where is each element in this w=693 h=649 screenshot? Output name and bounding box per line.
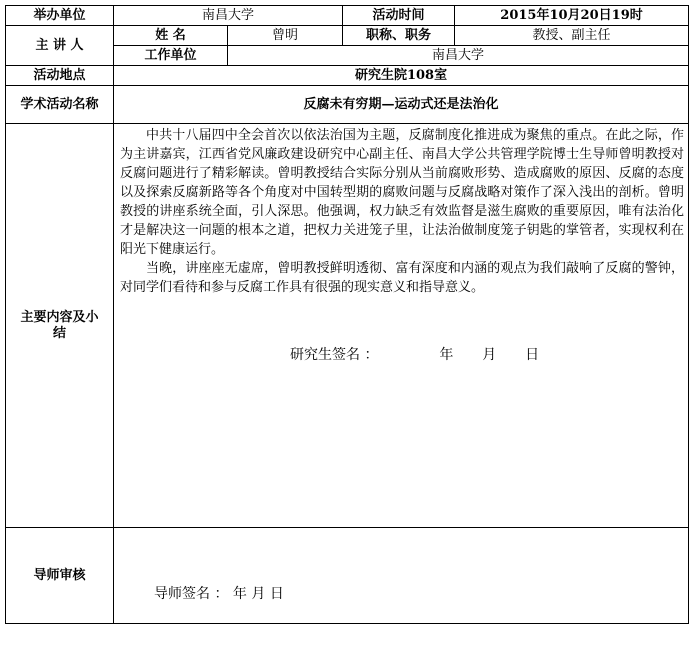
title-value: 教授、副主任: [455, 26, 689, 46]
name-label: 姓 名: [114, 26, 228, 46]
work-label: 工作单位: [114, 46, 228, 66]
advisor-label: 导师审核: [6, 528, 114, 624]
summary-content: [114, 124, 689, 528]
advisor-date-year: 年: [232, 586, 247, 602]
date-day: 日: [525, 347, 540, 363]
student-sign-label: 研究生签名 ：: [290, 347, 379, 363]
activity-name-label: 学术活动名称: [6, 86, 114, 124]
date-month: 月: [482, 347, 497, 363]
advisor-date-day: 日: [269, 586, 284, 602]
time-value: 2015年10月20日19时: [455, 6, 689, 26]
location-label: 活动地点: [6, 66, 114, 86]
activity-record-form: [5, 5, 689, 624]
date-year: 年: [439, 347, 454, 363]
title-label: 职称、职务: [343, 26, 455, 46]
advisor-date-month: 月: [251, 586, 266, 602]
advisor-sign-label: 导师签名 ：: [154, 586, 229, 602]
activity-name-value: 反腐未有穷期—运动式还是法治化: [114, 86, 689, 124]
summary-paragraph-2: 当晚，讲座座无虚席，曾明教授鲜明透彻、富有深度和内涵的观点为我们敲响了反腐的警钟，对同学们看待和参与反腐工作具有很强的现实意义和指导意义。: [120, 261, 685, 295]
name-value: 曾明: [228, 26, 343, 46]
summary-label: 主要内容及小结: [6, 124, 114, 528]
organizer-value: 南昌大学: [114, 6, 343, 26]
time-label: 活动时间: [343, 6, 455, 26]
summary-paragraph-1: 中共十八届四中全会首次以依法治国为主题，反腐制度化推进成为聚焦的重点。在此之际，作为主讲嘉宾，江西省党风廉政建设研究中心副主任、南昌大学公共管理学院博士生导师曾明教授对反腐问题进行了精彩解读。曾明教授结合实际分别从当前腐败形势、造成腐败的原因、反腐的态度以及探索反腐新路等各个角度对中国转型期的腐败问题与反腐战略对策作了深入浅出的剖析。曾明教授的讲座系统全面，引人深思。他强调，权力缺乏有效监督是滋生腐败的重要原因，唯有法治化才是解决这一问题的根本之道，把权力关进笼子里，让法治做制度笼子钥匙的掌管者，实现权利在阳光下健康运行。: [120, 128, 685, 257]
speaker-label: 主 讲 人: [6, 26, 114, 66]
location-value: 研究生院108室: [114, 66, 689, 86]
student-signature-line: [120, 347, 684, 364]
advisor-content: [114, 528, 689, 624]
advisor-signature-line: [114, 586, 688, 603]
work-value: 南昌大学: [228, 46, 689, 66]
organizer-label: 举办单位: [6, 6, 114, 26]
